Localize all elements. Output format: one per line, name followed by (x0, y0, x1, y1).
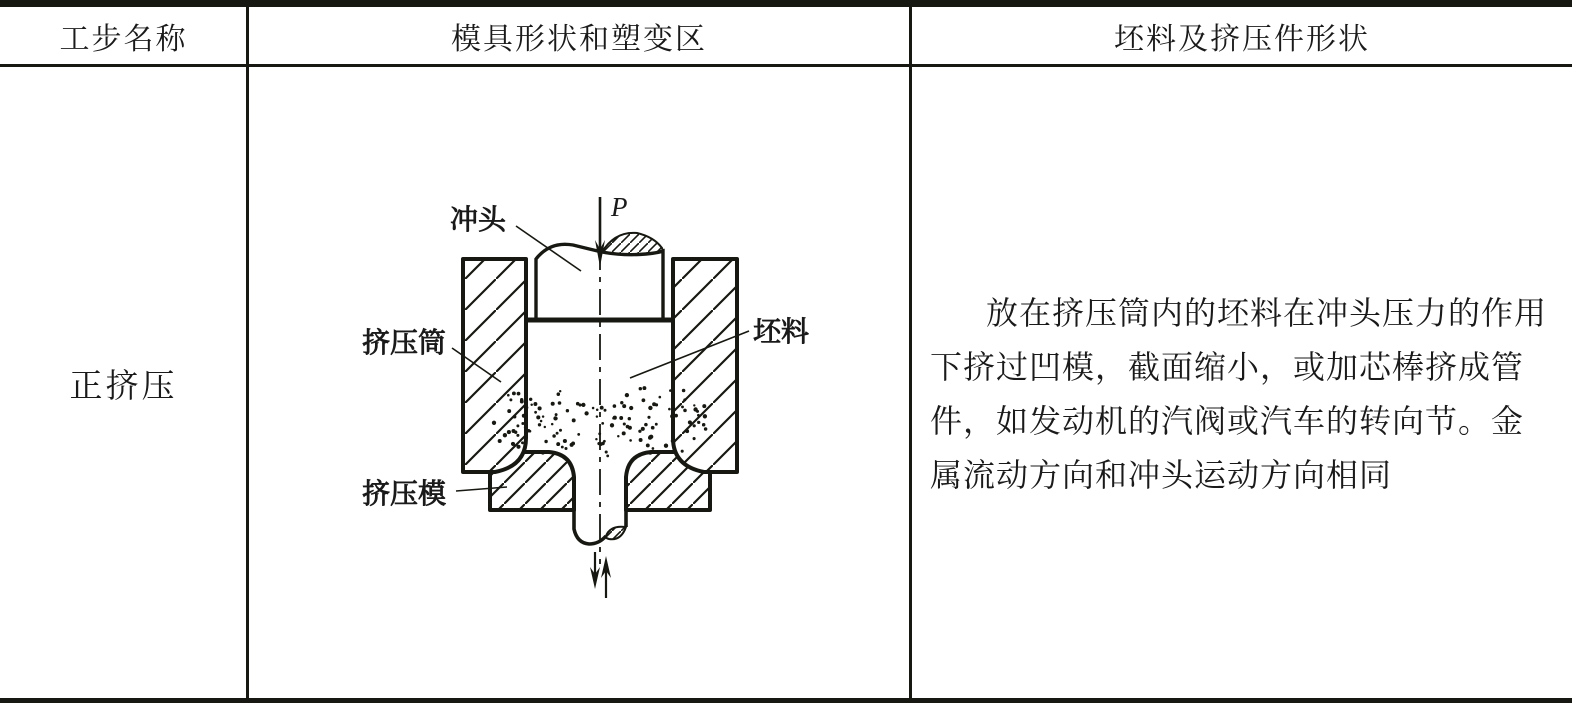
extruded-rod-left-edge (574, 505, 606, 544)
flow-arrow-up (601, 556, 611, 598)
label-billet: 坯料 (753, 317, 810, 348)
step-name-cell: 正挤压 (69, 369, 178, 405)
label-die: 挤压模 (362, 479, 447, 510)
container-wall-left (463, 259, 526, 472)
punch-break-line (602, 233, 663, 254)
column-divider-2 (909, 7, 912, 698)
label-punch: 冲头 (450, 205, 507, 236)
description-cell (930, 286, 1560, 502)
container-wall-right (673, 259, 737, 472)
header-separator-line (0, 64, 1572, 67)
header-step-name: 工步名称 (59, 23, 188, 56)
description-line: 放在挤压筒内的坯料在冲头压力的作用 (986, 295, 1548, 331)
header-billet-shape: 坯料及挤压件形状 (1114, 23, 1370, 56)
rod-break-line (606, 527, 626, 540)
table-border-top (0, 0, 1572, 7)
description-line: 属流动方向和冲头运动方向相同 (930, 457, 1393, 493)
description-line: 下挤过凹模，截面缩小，或加芯棒挤成管 (930, 349, 1525, 385)
label-container: 挤压筒 (362, 328, 447, 359)
column-divider-1 (246, 7, 249, 698)
description-line: 件，如发动机的汽阀或汽车的转向节。金 (930, 403, 1525, 439)
header-die-shape: 模具形状和塑变区 (451, 23, 707, 56)
extrusion-diagram (348, 182, 826, 612)
label-force-p: P (611, 192, 628, 222)
flow-arrow-down (590, 552, 600, 589)
table-border-bottom (0, 698, 1572, 703)
